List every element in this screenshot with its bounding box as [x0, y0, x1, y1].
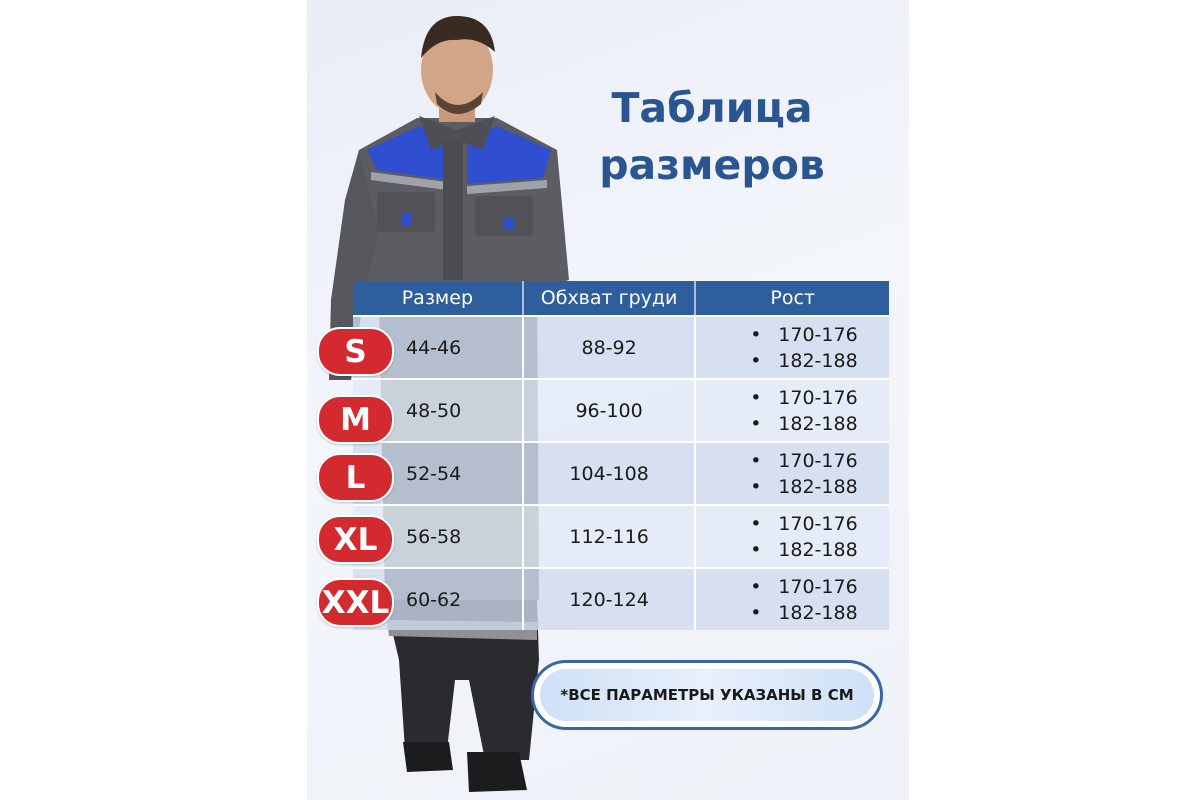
header-height: Рост	[770, 287, 816, 309]
size-badge-m: M	[317, 395, 394, 444]
height-value: • 182-188	[750, 600, 857, 626]
table-row	[353, 441, 889, 504]
height-value: • 182-188	[750, 537, 857, 563]
chest-cell: 104-108	[524, 443, 696, 504]
size-cell: 60-62	[353, 569, 524, 630]
size-badge-xxl: XXL	[317, 578, 394, 627]
height-cell	[696, 506, 889, 567]
chest-cell: 88-92	[524, 317, 696, 378]
size-cell: 48-50	[353, 380, 524, 441]
height-value: • 170-176	[750, 385, 857, 411]
height-value: • 170-176	[750, 511, 857, 537]
height-value: • 182-188	[750, 474, 857, 500]
chest-cell: 112-116	[524, 506, 696, 567]
table-row	[353, 504, 889, 567]
size-badge-s: S	[317, 327, 394, 376]
units-note	[531, 660, 883, 730]
size-table	[353, 281, 889, 630]
chest-cell: 96-100	[524, 380, 696, 441]
header-chest: Обхват груди	[524, 281, 697, 315]
title-line-2: размеров	[599, 141, 825, 189]
size-badge-xl: XL	[317, 515, 394, 564]
height-cell	[696, 380, 889, 441]
table-row	[353, 378, 889, 441]
table-header	[353, 281, 889, 315]
size-badge-l: L	[317, 453, 394, 502]
height-value: • 182-188	[750, 411, 857, 437]
size-cell: 52-54	[353, 443, 524, 504]
page-title	[572, 80, 852, 194]
size-cell: 56-58	[353, 506, 524, 567]
table-row	[353, 315, 889, 378]
height-cell	[696, 569, 889, 630]
header-size: Размер	[353, 281, 524, 315]
height-value: • 182-188	[750, 348, 857, 374]
height-cell	[696, 317, 889, 378]
height-cell	[696, 443, 889, 504]
chest-cell: 120-124	[524, 569, 696, 630]
height-value: • 170-176	[750, 574, 857, 600]
size-cell: 44-46	[353, 317, 524, 378]
height-value: • 170-176	[750, 448, 857, 474]
size-chart-card	[307, 0, 909, 800]
height-value: • 170-176	[750, 322, 857, 348]
table-row	[353, 567, 889, 630]
units-note-text: *ВСЕ ПАРАМЕТРЫ УКАЗАНЫ В СМ	[540, 669, 874, 721]
title-line-1: Таблица	[611, 84, 813, 132]
